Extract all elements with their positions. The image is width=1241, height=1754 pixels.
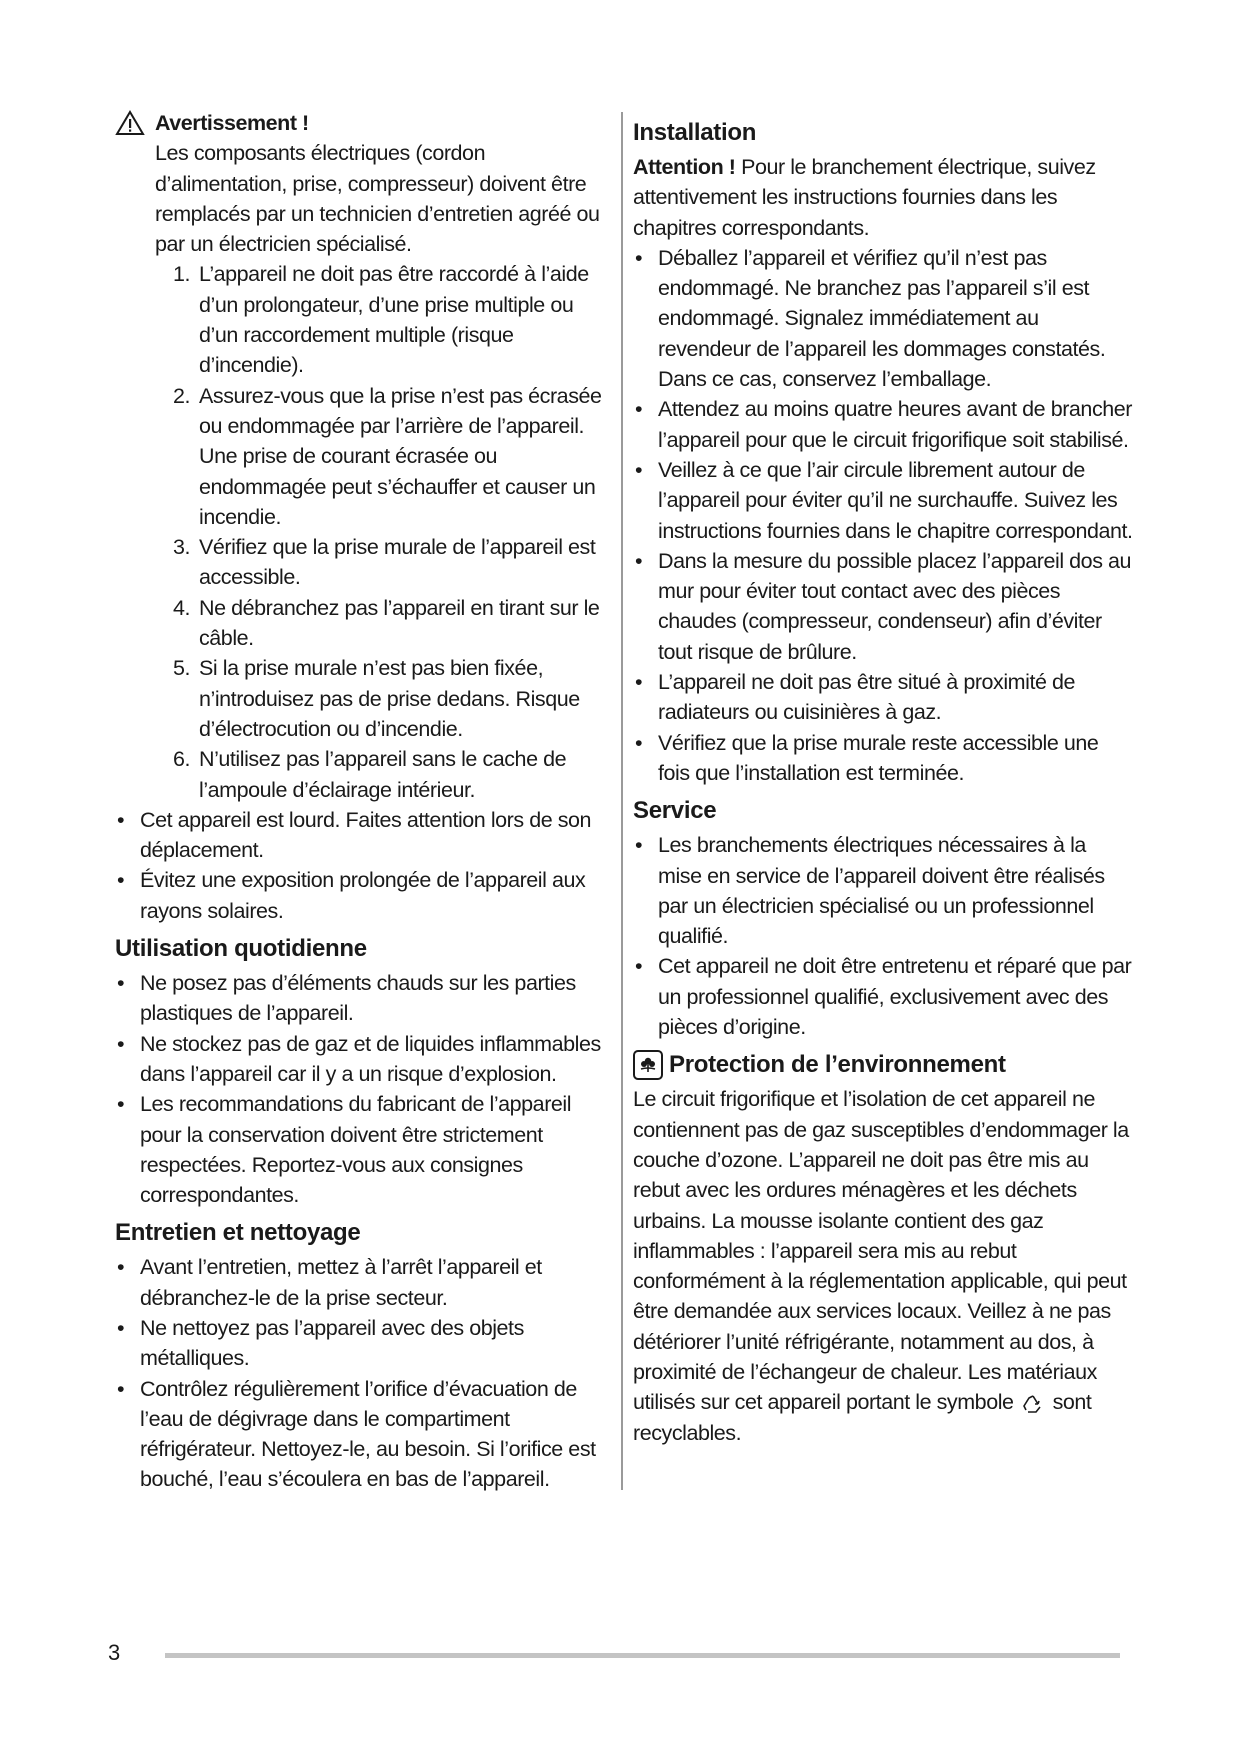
environment-flower-icon	[633, 1050, 663, 1080]
environment-heading	[633, 1048, 1133, 1082]
attention-text: Pour le branchement électrique, suivez attentivement les instructions fournies dans les chapitres correspondants.	[633, 155, 1096, 240]
daily-use-list	[115, 968, 615, 1210]
warning-triangle-icon	[115, 110, 145, 136]
list-item: • Évitez une exposition prolongée de l’appareil aux rayons solaires.	[115, 865, 615, 926]
list-item: 6. N’utilisez pas l’appareil sans le cache de l’ampoule d’éclairage intérieur.	[173, 747, 567, 802]
installation-list	[633, 243, 1133, 788]
list-item: • Dans la mesure du possible placez l’appareil dos au mur pour éviter tout contact avec des pièces chaudes (compresseur, condenseur) afin d’éviter tout risque de brûlure.	[633, 546, 1133, 667]
list-item: • Les recommandations du fabricant de l’appareil pour la conservation doivent être strictement respectées. Reportez-vous aux consignes correspondantes.	[115, 1089, 615, 1210]
warning-heading	[115, 108, 615, 138]
column-divider	[621, 112, 623, 1490]
list-item: • Ne posez pas d’éléments chauds sur les parties plastiques de l’appareil.	[115, 968, 615, 1029]
warning-title: Avertissement !	[155, 111, 309, 135]
list-item: 5. Si la prise murale n’est pas bien fixée, n’introduisez pas de prise dedans. Risque d’électrocution ou d’incendie.	[173, 656, 580, 741]
warning-intro: Les composants électriques (cordon d’alimentation, prise, compresseur) doivent être remplacés par un technicien d’entretien agréé ou par un électricien spécialisé.	[155, 141, 600, 257]
warning-bullet-list	[115, 805, 615, 926]
list-item: 4. Ne débranchez pas l’appareil en tirant sur le câble.	[173, 595, 600, 651]
installation-attention	[633, 152, 1133, 243]
daily-use-heading: Utilisation quotidienne	[115, 935, 367, 963]
list-item: • Ne nettoyez pas l’appareil avec des objets métalliques.	[115, 1313, 615, 1374]
left-column	[115, 108, 615, 1495]
footer-rule	[165, 1653, 1120, 1658]
list-item: • Avant l’entretien, mettez à l’arrêt l’appareil et débranchez-le de la prise secteur.	[115, 1252, 615, 1313]
list-item: • L’appareil ne doit pas être situé à proximité de radiateurs ou cuisinières à gaz.	[633, 667, 1133, 728]
service-list	[633, 830, 1133, 1042]
list-item: • Contrôlez régulièrement l’orifice d’évacuation de l’eau de dégivrage dans le compartiment réfrigérateur. Nettoyez-le, au besoin. Si l’orifice est bouché, l’eau s’écoulera en bas de l’appareil.	[115, 1374, 615, 1495]
list-item: • Cet appareil ne doit être entretenu et réparé que par un professionnel qualifié, exclusivement avec des pièces d’origine.	[633, 951, 1133, 1042]
recycle-icon	[1022, 1394, 1044, 1414]
list-item: • Déballez l’appareil et vérifiez qu’il n’est pas endommagé. Ne branchez pas l’appareil s’il est endommagé. Signalez immédiatement au revendeur de l’appareil les dommages constatés. Dans ce cas, conservez l’emballage.	[633, 243, 1133, 394]
list-item: • Les branchements électriques nécessaires à la mise en service de l’appareil doivent être réalisés par un électricien spécialisé ou un professionnel qualifié.	[633, 830, 1133, 951]
cleaning-heading: Entretien et nettoyage	[115, 1219, 361, 1247]
attention-label: Attention !	[633, 155, 736, 179]
environment-title: Protection de l’environnement	[669, 1051, 1006, 1079]
list-item: • Vérifiez que la prise murale reste accessible une fois que l’installation est terminée.	[633, 728, 1133, 789]
list-item: 3. Vérifiez que la prise murale de l’appareil est accessible.	[173, 535, 596, 590]
warning-numbered-list	[115, 259, 615, 804]
installation-heading: Installation	[633, 119, 757, 146]
cleaning-list	[115, 1252, 615, 1494]
right-column	[633, 108, 1133, 1448]
environment-text: Le circuit frigorifique et l’isolation de cet appareil ne contiennent pas de gaz susceptibles d’endommager la couche d’ozone. L’appareil ne doit pas être mis au rebut avec les ordures ménagères et les déchets urbains. La mousse isolante contient des gaz inflammables : l’appareil sera mis au rebut conformément à la réglementation applicable, qui peut être demandée aux services locaux. Veillez à ne pas détériorer l’unité réfrigérante, notamment au dos, à proximité de l’échangeur de chaleur. Les matériaux utilisés sur cet appareil portant le symbole sont recyclables.	[633, 1087, 1129, 1445]
list-item: • Ne stockez pas de gaz et de liquides inflammables dans l’appareil car il y a un risque d’explosion.	[115, 1029, 615, 1090]
service-heading: Service	[633, 797, 717, 825]
list-item: • Attendez au moins quatre heures avant de brancher l’appareil pour que le circuit frigorifique soit stabilisé.	[633, 394, 1133, 455]
list-item: 1. L’appareil ne doit pas être raccordé à l’aide d’un prolongateur, d’une prise multiple ou d’un raccordement multiple (risque d’incendie).	[173, 262, 589, 378]
list-item: • Cet appareil est lourd. Faites attention lors de son déplacement.	[115, 805, 615, 866]
list-item: 2. Assurez-vous que la prise n’est pas écrasée ou endommagée par l’arrière de l’appareil. Une prise de courant écrasée ou endommagée peut s’échauffer et causer un incendie.	[173, 383, 602, 529]
page-number: 3	[108, 1640, 121, 1665]
list-item: • Veillez à ce que l’air circule librement autour de l’appareil pour éviter qu’il ne surchauffe. Suivez les instructions fournies dans le chapitre correspondant.	[633, 455, 1133, 546]
